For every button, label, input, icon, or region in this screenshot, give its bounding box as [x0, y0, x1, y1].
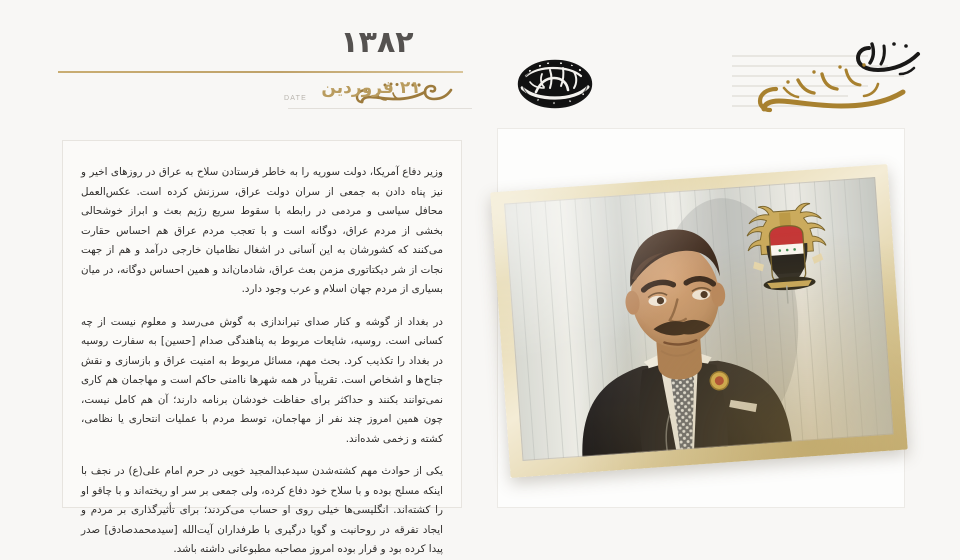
- article-paragraph: در بغداد از گوشه و کنار صدای تیراندازی به گوش می‌رسد و معلوم نیست از چه کسانی است. روسیه، شایعات مربوط به پناهندگی صدام [حسین] به سفارت روسیه در بغداد را تکذیب کرد. بحث مهم، مسائل مربوط به امنیت عراق و بازسازی و نقش جناح‌ها و اشخاص است. تقریباً در همه شهرها ناامنی حاکم است و مهاجمان هم کاری نمی‌توانند بکنند و حداکثر برای حفاظت خودشان برنامه دارند؛ آن هم کامل نیست، چون همین امروز چند نفر از مهاجمان، توسط مردم با عملیات انتحاری یا نظامی، کشته و زخمی شده‌اند.: [81, 315, 443, 445]
- article-title-calligraphy: [718, 32, 948, 124]
- article-text-panel: [62, 140, 462, 555]
- date-day-row: [282, 73, 472, 107]
- article-paragraph: وزیر دفاع آمریکا، دولت سوریه را به خاطر فرستادن سلاح به عراق در روزهای اخیر و نیز پناه دادن به جمعی از سران دولت عراق، سرزنش کرده است. عکس‌العمل محافل سیاسی و مردمی در رابطه با سقوط سریع رژیم بعث و ابراز خوشحالی بخشی از مردم عراق، دوگانه است و با تعجب مردم عراق هم احساس حقارت می‌کنند که کشورشان به این آسانی در اشغال نظامیان خارجی درآمد و هم از جهت نجات از شر دیکتاتوری مزمن بعث عراق، شادمان‌اند و همین احساس دوگانه، در میان بسیاری از مردم جهان اسلام و عرب وجود دارد.: [81, 166, 443, 295]
- date-day-month: ۲۱ فروردین: [321, 78, 421, 98]
- date-label: DATE: [284, 95, 307, 102]
- date-underline: [288, 108, 472, 109]
- rafsanjani-seal-icon: [506, 48, 604, 116]
- date-year: ۱۳۸۲: [340, 25, 414, 60]
- photo-paper-border: [490, 164, 907, 478]
- article-paragraph: یکی از حوادث مهم کشته‌شدن سیدعبدالمجید خویی در حرم امام علی(ع) در نجف با اینکه مسلح بوده و با سلاح خود دفاع کرده، ولی جمعی بر سر او ریخته‌اند و با چاقو او را کشته‌اند. انگلیسی‌ها خیلی روی او حساب می‌کردند؛ برای تأثیرگذاری بر مردم و ایجاد تفرقه در روحانیت و گویا درگیری با طرفداران آیت‌الله [سیدمحمدصادق] صدر پیدا کرده بود و قرار بوده امروز مصاحبه مطبوعاتی داشته باشد.: [81, 465, 443, 555]
- photo-frame-tilted: [490, 164, 907, 478]
- saddam-hussein-portrait: [504, 177, 893, 461]
- date-block: [282, 22, 472, 114]
